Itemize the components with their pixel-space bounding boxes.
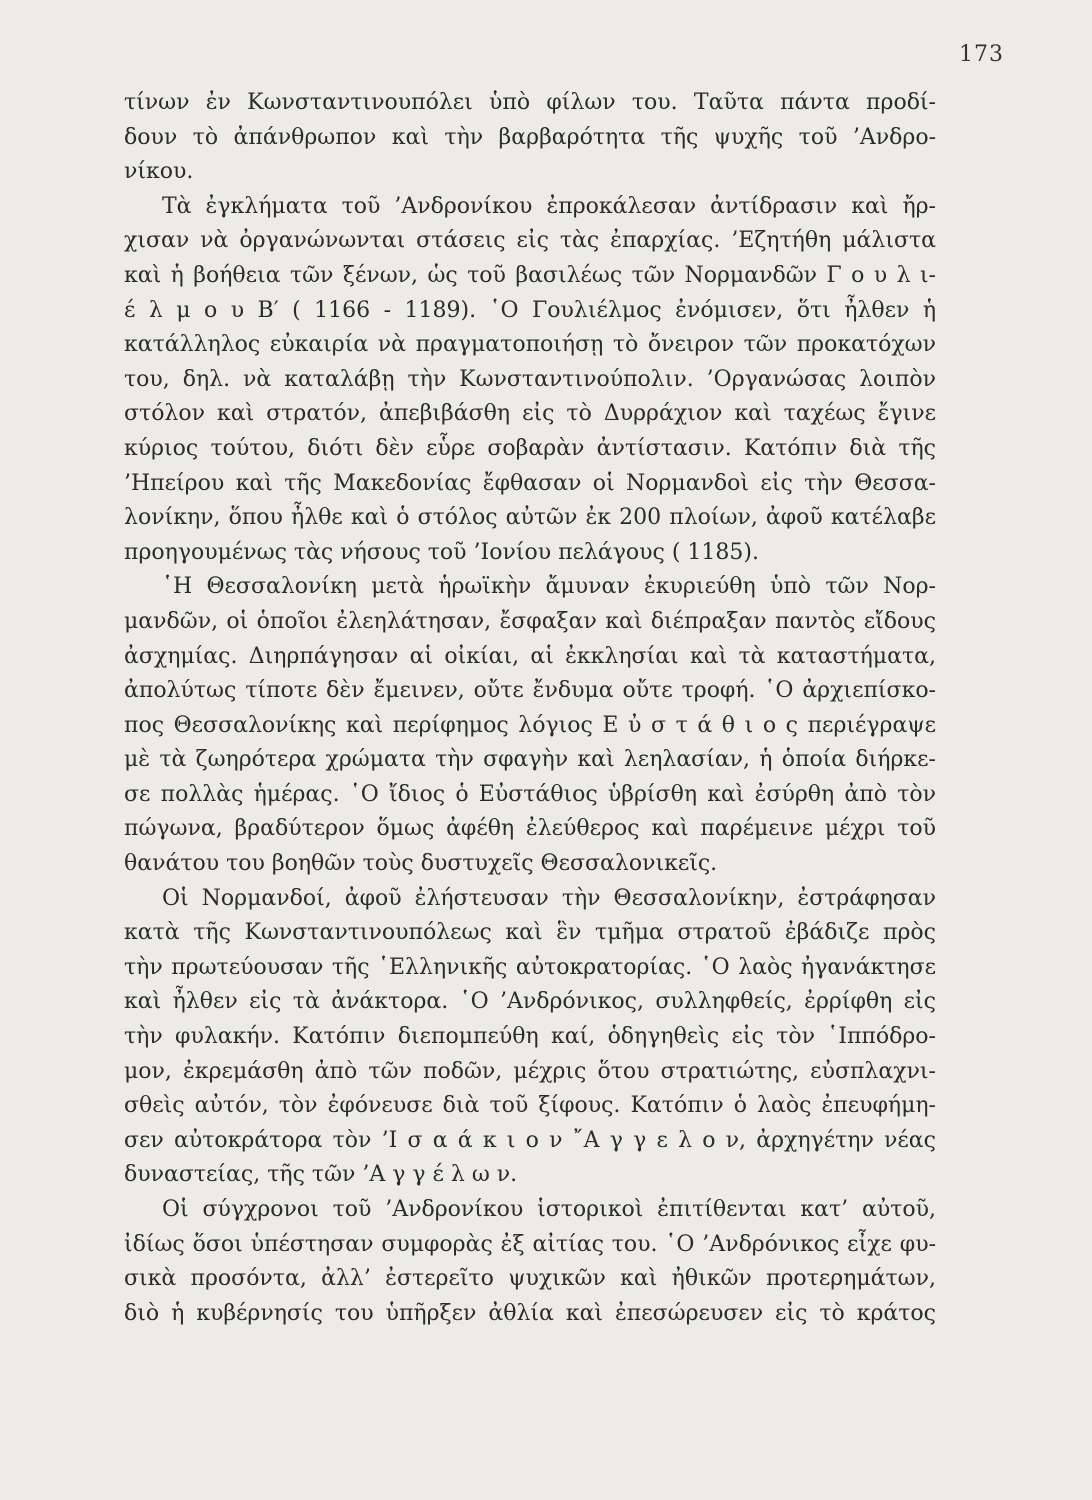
text-line: ’Ηπείρου καὶ τῆς Μακεδονίας ἔφθασαν οἱ Νορμανδοὶ εἰς τὴν Θεσσα- (124, 470, 936, 496)
text-line: κατάλληλος εὐκαιρία νὰ πραγματοποιήσῃ τὸ ὄνειρον τῶν προκατόχων (124, 332, 936, 358)
text-line: πώγωνα, βραδύτερον ὅμως ἀφέθη ἐλεύθερος καὶ παρέμεινε μέχρι τοῦ (124, 816, 936, 842)
text-line: Οἱ σύγχρονοι τοῦ ’Ανδρονίκου ἱστορικοὶ ἐπιτίθενται κατ’ αὐτοῦ, (162, 1197, 936, 1222)
text-line: προηγουμένως τὰς νήσους τοῦ ’Ιονίου πελάγους ( 1185). (124, 539, 759, 565)
text-line: νίκου. (124, 159, 194, 185)
text-line: ῾Η Θεσσαλονίκη μετὰ ἡρωϊκὴν ἄμυναν ἐκυριεύθη ὑπὸ τῶν Νορ- (162, 574, 936, 600)
text-line: ἀπολύτως τίποτε δὲν ἔμεινεν, οὔτε ἔνδυμα οὔτε τροφή. ῾Ο ἀρχιεπίσκο- (124, 678, 936, 704)
text-line: πος Θεσσαλονίκης καὶ περίφημος λόγιος Ε ὐ σ τ ά θ ι ο ς περιέγραψε (124, 712, 936, 738)
text-line: μανδῶν, οἱ ὁποῖοι ἐλεηλάτησαν, ἔσφαξαν καὶ διέπραξαν παντὸς εἴδους (124, 608, 936, 634)
page-number: 173 (959, 42, 1004, 67)
text-line: λονίκην, ὅπου ἦλθε καὶ ὁ στόλος αὐτῶν ἐκ 200 πλοίων, ἀφοῦ κατέλαβε (124, 505, 936, 531)
text-line: σε πολλὰς ἡμέρας. ῾Ο ἴδιος ὁ Εὐστάθιος ὑβρίσθη καὶ ἐσύρθη ἀπὸ τὸν (124, 781, 936, 807)
text-line: διὸ ἡ κυβέρνησίς του ὑπῆρξεν ἀθλία καὶ ἐπεσώρευσεν εἰς τὸ κράτος (124, 1300, 936, 1326)
text-line: σικὰ προσόντα, ἀλλ’ ἐστερεῖτο ψυχικῶν καὶ ἠθικῶν προτερημάτων, (124, 1266, 936, 1292)
text-line: κατὰ τῆς Κωνσταντινουπόλεως καὶ ἓν τμῆμα στρατοῦ ἐβάδιζε πρὸς (124, 920, 936, 946)
text-line: ἀσχημίας. Διηρπάγησαν αἱ οἰκίαι, αἱ ἐκκλησίαι καὶ τὰ καταστήματα, (124, 643, 936, 669)
text-line: στόλον καὶ στρατόν, ἀπεβιβάσθη εἰς τὸ Δυρράχιον καὶ ταχέως ἔγινε (124, 401, 936, 427)
text-line: σθεὶς αὐτόν, τὸν ἐφόνευσε διὰ τοῦ ξίφους. Κατόπιν ὁ λαὸς ἐπευφήμη- (124, 1093, 936, 1119)
text-line: κύριος τούτου, διότι δὲν εὗρε σοβαρὰν ἀντίστασιν. Κατόπιν διὰ τῆς (124, 435, 936, 461)
text-line: τὴν πρωτεύουσαν τῆς ῾Ελληνικῆς αὐτοκρατορίας. ῾Ο λαὸς ἠγανάκτησε (124, 954, 936, 980)
body-text (124, 86, 936, 1331)
text-line: Τὰ ἐγκλήματα τοῦ ’Ανδρονίκου ἐπροκάλεσαν ἀντίδρασιν καὶ ἤρ- (162, 193, 936, 219)
text-line: ἰδίως ὅσοι ὑπέστησαν συμφορὰς ἐξ αἰτίας του. ῾Ο ’Ανδρόνικος εἶχε φυ- (124, 1231, 936, 1257)
text-line: τὴν φυλακήν. Κατόπιν διεπομπεύθη καί, ὁδηγηθεὶς εἰς τὸν ῾Ιππόδρο- (124, 1024, 936, 1050)
text-line: μον, ἐκρεμάσθη ἀπὸ τῶν ποδῶν, μέχρις ὅτου στρατιώτης, εὐσπλαχνι- (124, 1058, 936, 1084)
text-line: καὶ ἡ βοήθεια τῶν ξένων, ὡς τοῦ βασιλέως τῶν Νορμανδῶν Γ ο υ λ ι- (124, 262, 936, 288)
text-line: χισαν νὰ ὀργανώνωνται στάσεις εἰς τὰς ἐπαρχίας. ’Εζητήθη μάλιστα (124, 228, 936, 254)
text-line: τίνων ἐν Κωνσταντινουπόλει ὑπὸ φίλων του. Ταῦτα πάντα προδί- (124, 90, 936, 115)
text-line: δυναστείας, τῆς τῶν ’Α γ γ έ λ ω ν. (124, 1162, 518, 1188)
text-line: μὲ τὰ ζωηρότερα χρώματα τὴν σφαγὴν καὶ λεηλασίαν, ἡ ὁποία διήρκε- (124, 747, 936, 773)
text-line: καὶ ἦλθεν εἰς τὰ ἀνάκτορα. ῾Ο ’Ανδρόνικος, συλληφθείς, ἐρρίφθη εἰς (124, 989, 936, 1015)
text-line: του, δηλ. νὰ καταλάβῃ τὴν Κωνσταντινούπολιν. ’Οργανώσας λοιπὸν (124, 366, 936, 392)
text-line: Οἱ Νορμανδοί, ἀφοῦ ἐλήστευσαν τὴν Θεσσαλονίκην, ἐστράφησαν (162, 885, 936, 911)
text-line: σεν αὐτοκράτορα τὸν ’Ι σ α ά κ ι ο ν ῎Α γ γ ε λ ο ν, ἀρχηγέτην νέας (124, 1127, 936, 1153)
text-line: έ λ μ ο υ Β′ ( 1166 - 1189). ῾Ο Γουλιέλμος ἐνόμισεν, ὅτι ἦλθεν ἡ (124, 297, 936, 323)
text-line: θανάτου του βοηθῶν τοὺς δυστυχεῖς Θεσσαλονικεῖς. (124, 851, 718, 877)
text-line: δουν τὸ ἀπάνθρωπον καὶ τὴν βαρβαρότητα τῆς ψυχῆς τοῦ ’Ανδρο- (124, 124, 936, 150)
